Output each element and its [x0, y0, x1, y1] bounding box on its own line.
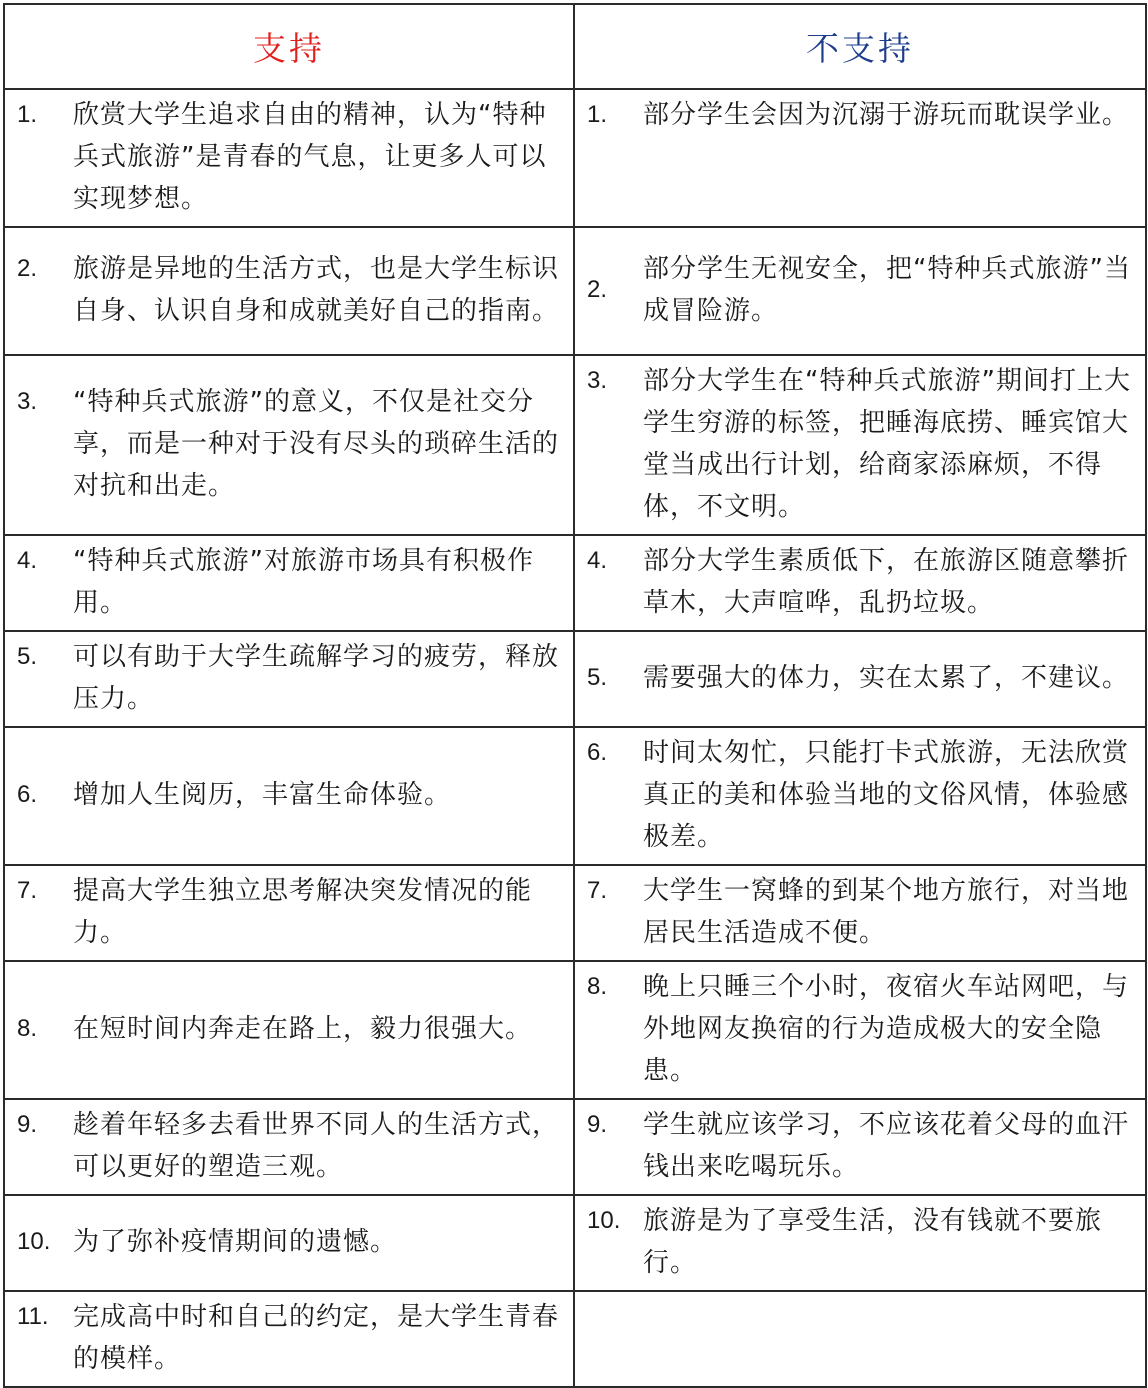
item-number: 5. [587, 664, 608, 691]
item-number: 3. [587, 367, 608, 394]
item-text: 大学生一窝蜂的到某个地方旅行，对当地居民生活造成不便。 [643, 876, 1130, 948]
item-text: 部分学生无视安全，把“特种兵式旅游”当成冒险游。 [643, 254, 1131, 326]
support-cell [4, 355, 574, 535]
oppose-cell [574, 89, 1146, 227]
oppose-cell [574, 1195, 1146, 1291]
support-cell [4, 961, 574, 1099]
item-number: 8. [17, 1015, 38, 1042]
item-text: 为了弥补疫情期间的遗憾。 [73, 1227, 398, 1257]
item-text: “特种兵式旅游”对旅游市场具有积极作用。 [73, 546, 534, 618]
item-text: 部分大学生素质低下，在旅游区随意攀折草木，大声喧哗，乱扔垃圾。 [643, 546, 1130, 618]
table-row [4, 1099, 1146, 1195]
support-cell [4, 1291, 574, 1387]
item-text: 增加人生阅历，丰富生命体验。 [73, 780, 452, 810]
oppose-cell [574, 355, 1146, 535]
support-cell [4, 89, 574, 227]
header-row [4, 4, 1146, 89]
table-row [4, 1291, 1146, 1387]
support-cell [4, 1195, 574, 1291]
item-number: 6. [17, 781, 38, 808]
item-text: 部分大学生在“特种兵式旅游”期间打上大学生穷游的标签，把睡海底捞、睡宾馆大堂当成出行计划，给商家添麻烦，不得体，不文明。 [643, 366, 1131, 522]
item-text: 学生就应该学习，不应该花着父母的血汗钱出来吃喝玩乐。 [643, 1110, 1130, 1182]
item-number: 5. [17, 643, 38, 670]
oppose-cell [574, 961, 1146, 1099]
item-number: 4. [17, 547, 38, 574]
item-text: 可以有助于大学生疏解学习的疲劳，释放压力。 [73, 642, 560, 714]
item-number: 6. [587, 739, 608, 766]
table-row [4, 865, 1146, 961]
item-number: 1. [17, 101, 38, 128]
item-text: 在短时间内奔走在路上，毅力很强大。 [73, 1014, 533, 1044]
item-number: 10. [17, 1228, 51, 1255]
item-number: 9. [587, 1111, 608, 1138]
item-text: 欣赏大学生追求自由的精神，认为“特种兵式旅游”是青春的气息，让更多人可以实现梦想。 [73, 100, 547, 214]
table-row [4, 89, 1146, 227]
item-number: 11. [17, 1303, 49, 1330]
item-text: 提高大学生独立思考解决突发情况的能力。 [73, 876, 533, 948]
support-cell [4, 631, 574, 727]
item-number: 4. [587, 547, 608, 574]
item-number: 7. [587, 877, 608, 904]
item-text: 趁着年轻多去看世界不同人的生活方式，可以更好的塑造三观。 [73, 1110, 560, 1182]
item-text: 旅游是为了享受生活，没有钱就不要旅行。 [643, 1206, 1103, 1278]
support-cell [4, 1099, 574, 1195]
item-text: 部分学生会因为沉溺于游玩而耽误学业。 [643, 100, 1130, 130]
table-row [4, 727, 1146, 865]
item-number: 9. [17, 1111, 38, 1138]
support-cell [4, 535, 574, 631]
support-header: 支持 [4, 4, 574, 89]
oppose-header: 不支持 [574, 4, 1146, 89]
item-text: “特种兵式旅游”的意义，不仅是社交分享，而是一种对于没有尽头的琐碎生活的对抗和出走。 [73, 387, 560, 501]
item-text: 需要强大的体力，实在太累了，不建议。 [643, 663, 1130, 693]
table-row [4, 227, 1146, 355]
item-number: 2. [587, 276, 608, 303]
oppose-cell [574, 227, 1146, 355]
item-number: 2. [17, 255, 38, 282]
item-number: 8. [587, 973, 608, 1000]
opinion-table [3, 3, 1147, 1388]
table-row [4, 1195, 1146, 1291]
item-number: 3. [17, 388, 38, 415]
table-row [4, 355, 1146, 535]
item-number: 10. [587, 1207, 621, 1234]
oppose-cell-empty [574, 1291, 1146, 1387]
oppose-cell [574, 1099, 1146, 1195]
item-text: 时间太匆忙，只能打卡式旅游，无法欣赏真正的美和体验当地的文俗风情，体验感极差。 [643, 738, 1130, 852]
table-row [4, 631, 1146, 727]
support-cell [4, 865, 574, 961]
support-cell [4, 227, 574, 355]
item-number: 1. [587, 101, 608, 128]
oppose-cell [574, 727, 1146, 865]
oppose-cell [574, 865, 1146, 961]
item-text: 旅游是异地的生活方式，也是大学生标识自身、认识自身和成就美好自己的指南。 [73, 254, 560, 326]
item-text: 完成高中时和自己的约定，是大学生青春的模样。 [73, 1302, 560, 1374]
oppose-cell [574, 535, 1146, 631]
table-row [4, 535, 1146, 631]
table-row [4, 961, 1146, 1099]
item-number: 7. [17, 877, 38, 904]
support-cell [4, 727, 574, 865]
oppose-cell [574, 631, 1146, 727]
item-text: 晚上只睡三个小时，夜宿火车站网吧，与外地网友换宿的行为造成极大的安全隐患。 [643, 972, 1130, 1086]
